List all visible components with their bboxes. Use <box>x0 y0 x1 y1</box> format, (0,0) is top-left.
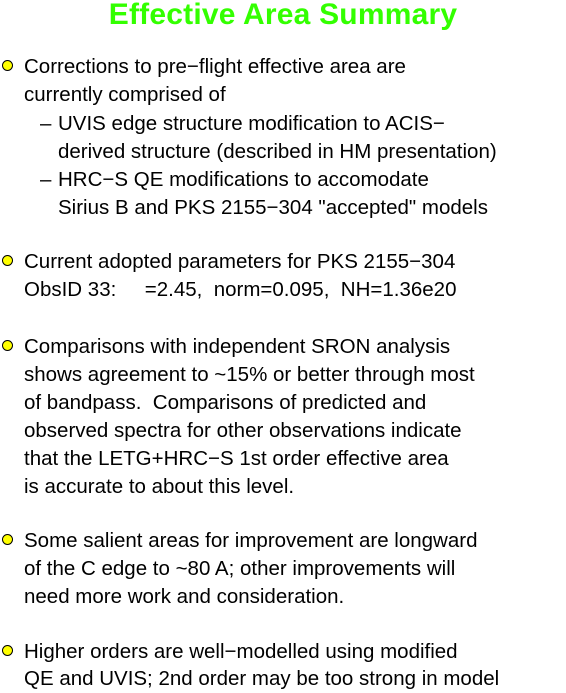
sub-item-text-line: Sirius B and PKS 2155−304 "accepted" models <box>58 196 488 219</box>
bullet-text-line: need more work and consideration. <box>24 585 345 608</box>
page-title: Effective Area Summary <box>108 0 458 31</box>
sub-item-text-line: derived structure (described in HM presentation) <box>58 140 497 163</box>
bullet-text-line: of the C edge to ~80 A; other improvements will <box>24 557 456 580</box>
bullet-text-line: Comparisons with independent SRON analysis <box>24 335 451 358</box>
bullet-text-line: Some salient areas for improvement are longward <box>24 529 478 552</box>
bullet-text-line: of bandpass. Comparisons of predicted and <box>24 391 427 414</box>
bullet-text-line: observed spectra for other observations indicate <box>24 419 462 442</box>
sub-item-dash: – <box>40 168 52 191</box>
bullet-text-line: Higher orders are well−modelled using modified <box>24 640 458 663</box>
bullet-text-line: Current adopted parameters for PKS 2155−304 <box>24 250 456 273</box>
bullet-dot-icon <box>2 645 13 656</box>
bullet-text-line: shows agreement to ~15% or better through most <box>24 363 475 386</box>
bullet-text-line: ObsID 33: =2.45, norm=0.095, NH=1.36e20 <box>24 278 457 301</box>
bullet-dot-icon <box>2 340 13 351</box>
bullet-text-line: currently comprised of <box>24 83 226 106</box>
sub-item-text-line: HRC−S QE modifications to accomodate <box>58 168 429 191</box>
sub-item-text-line: UVIS edge structure modification to ACIS− <box>58 112 445 135</box>
sub-item-dash: – <box>40 112 52 135</box>
bullet-dot-icon <box>2 534 13 545</box>
bullet-dot-icon <box>2 60 13 71</box>
bullet-text-line: QE and UVIS; 2nd order may be too strong in model <box>24 667 500 690</box>
bullet-text-line: is accurate to about this level. <box>24 475 295 498</box>
bullet-text-line: Corrections to pre−flight effective area are <box>24 55 406 78</box>
bullet-dot-icon <box>2 255 13 266</box>
bullet-text-line: that the LETG+HRC−S 1st order effective area <box>24 447 449 470</box>
